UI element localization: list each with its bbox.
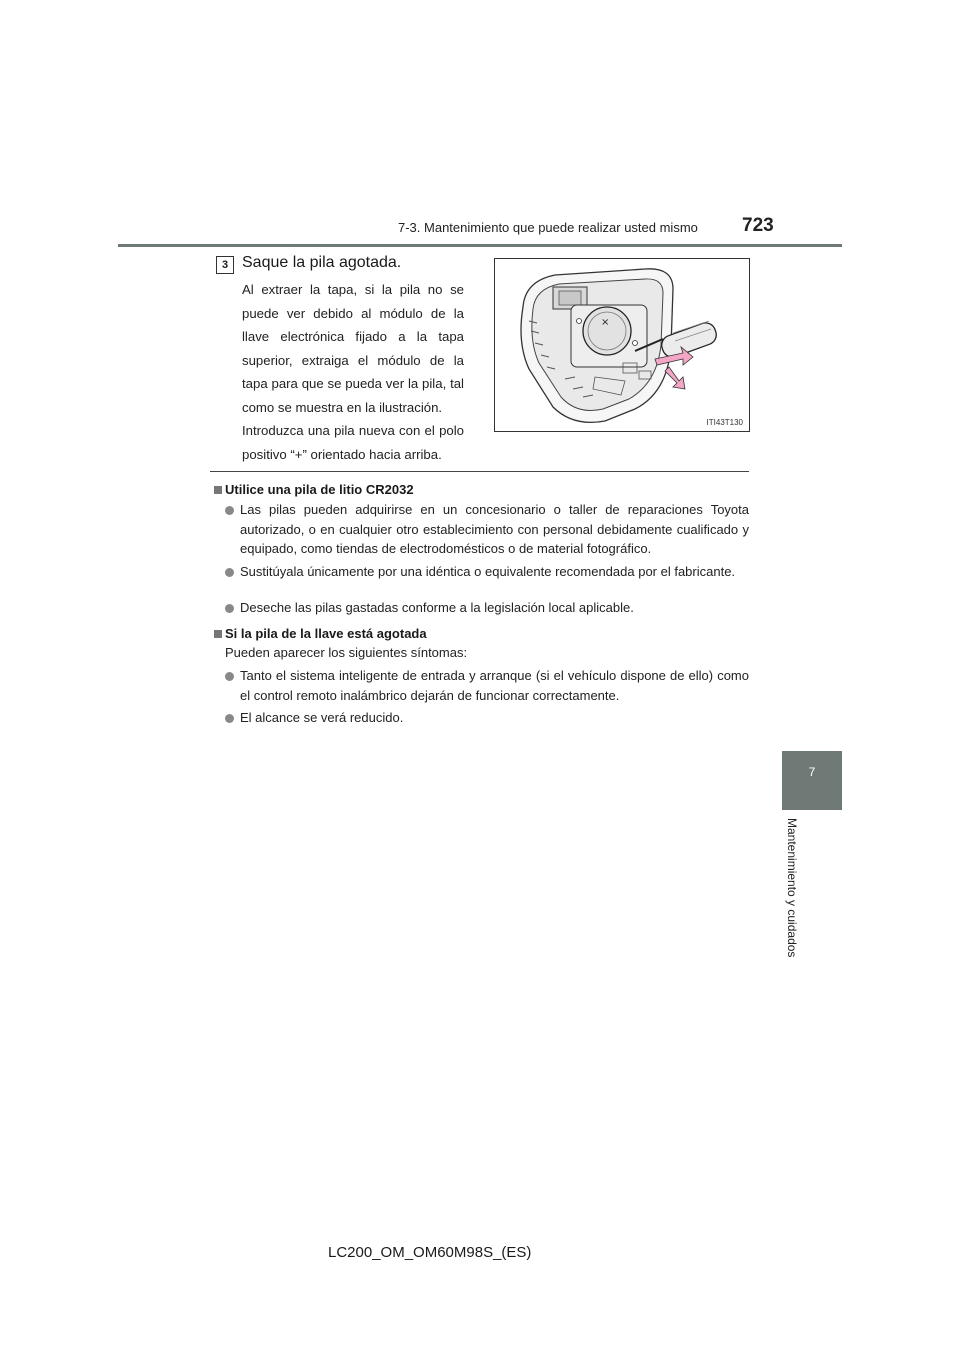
page-number: 723 <box>742 215 774 236</box>
note-item: Las pilas pueden adquirirse en un concesionario o taller de reparaciones Toyota autorizado, o en cualquier otro establecimiento con personal debidamente cualificado y equipado, como tiendas de electrodomésticos o de material fotográfico. <box>240 502 749 556</box>
key-battery-illustration-icon <box>495 259 749 431</box>
svg-text:×: × <box>601 317 610 328</box>
bullet-icon <box>225 714 234 723</box>
section-title: 7-3. Mantenimiento que puede realizar usted mismo <box>398 220 698 235</box>
illustration-code: ITI43T130 <box>706 418 743 427</box>
section-divider <box>210 471 749 472</box>
step-paragraph: Al extraer la tapa, si la pila no se puede ver debido al módulo de la llave electrónica fijado a la tapa superior, extraiga el módulo de la tapa para que se pueda ver la pila, tal como se muestra en la ilustración. <box>242 282 464 415</box>
note-item: Sustitúyala únicamente por una idéntica o equivalente recomendada por el fabricante. <box>240 564 736 579</box>
step-number-box: 3 <box>216 256 234 274</box>
step-paragraph: Introduzca una pila nueva con el polo positivo “+” orientado hacia arriba. <box>242 423 464 462</box>
bullet-icon <box>225 672 234 681</box>
bullet-icon <box>225 604 234 613</box>
chapter-tab-label: Mantenimiento y cuidados <box>785 818 799 958</box>
note-heading: Si la pila de la llave está agotada <box>225 626 427 641</box>
chapter-tab <box>782 751 842 810</box>
document-code-footer: LC200_OM_OM60M98S_(ES) <box>328 1244 532 1261</box>
chapter-tab-number: 7 <box>808 765 816 779</box>
note-heading-square-icon <box>214 486 222 494</box>
note-intro: Pueden aparecer los siguientes síntomas: <box>225 645 468 660</box>
note-item: El alcance se verá reducido. <box>240 710 404 725</box>
bullet-icon <box>225 568 234 577</box>
note-heading-square-icon <box>214 630 222 638</box>
key-battery-removal-illustration <box>494 258 750 432</box>
bullet-icon <box>225 506 234 515</box>
note-heading: Utilice una pila de litio CR2032 <box>225 482 414 497</box>
note-item: Tanto el sistema inteligente de entrada y arranque (si el vehículo dispone de ello) como el control remoto inalámbrico dejarán de funcionar correctamente. <box>240 668 749 703</box>
step-title: Saque la pila agotada. <box>242 254 402 271</box>
note-item: Deseche las pilas gastadas conforme a la legislación local aplicable. <box>240 600 634 615</box>
header-divider <box>118 244 842 247</box>
